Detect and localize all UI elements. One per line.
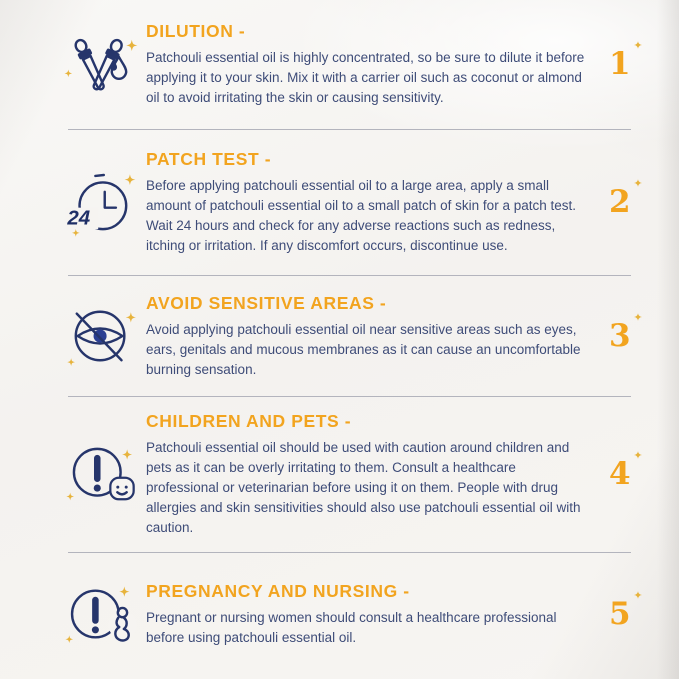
number-column	[591, 40, 679, 82]
section-body: Patchouli essential oil is highly concentrated, so be sure to dilute it before applying it to your skin. Mix it with a carrier oil such as coconut or almond oil to avoid irritating the skin or causing sensitivity.	[146, 50, 585, 105]
number-column	[591, 178, 679, 220]
icon-column	[56, 161, 146, 245]
section-avoid-sensitive-areas	[0, 276, 679, 396]
no-eye-icon	[59, 294, 143, 378]
step-number: 5	[609, 595, 631, 632]
sparkle-icon: ✦	[633, 178, 643, 190]
section-heading: PATCH TEST -	[146, 149, 272, 169]
sparkle-icon	[64, 69, 72, 77]
section-children-and-pets	[0, 397, 679, 552]
section-content	[146, 581, 591, 648]
number-column	[591, 450, 679, 492]
icon-column	[56, 433, 146, 517]
sparkle-icon	[122, 449, 132, 459]
section-content	[146, 411, 591, 538]
step-number: 1	[609, 46, 631, 82]
sparkle-icon	[119, 586, 129, 596]
dropper-icon	[59, 23, 143, 107]
sparkle-icon	[66, 492, 74, 500]
number-column	[591, 311, 679, 354]
sparkle-icon	[72, 229, 80, 237]
sparkle-icon	[65, 635, 73, 643]
icon-column	[56, 572, 146, 656]
sparkle-icon	[126, 312, 136, 322]
section-heading: AVOID SENSITIVE AREAS -	[146, 292, 387, 313]
sparkle-icon: ✦	[633, 589, 643, 602]
icon-column	[56, 23, 146, 107]
section-dilution	[0, 0, 679, 129]
sparkle-icon: ✦	[633, 40, 643, 52]
section-heading: CHILDREN AND PETS -	[146, 411, 352, 431]
section-body: Before applying patchouli essential oil to a large area, apply a small amount of patchouli essential oil to a small patch of skin for a patch test. Wait 24 hours and check for any adverse reactions such as redness, itching or irritation. If any discomfort occurs, discontinue use.	[146, 178, 576, 253]
sparkle-icon: ✦	[633, 311, 643, 324]
caution-pregnancy-icon	[59, 572, 143, 656]
step-number: 4	[609, 456, 631, 492]
section-content	[146, 293, 591, 380]
sparkle-icon	[125, 174, 136, 185]
step-number: 3	[609, 317, 631, 354]
section-body: Patchouli essential oil should be used with caution around children and pets as it can be overly irritating to them. Consult a healthcare professional or veterinarian before using it on them. People with drug allergies and skin sensitivities should also use patchouli essential oil with caution.	[146, 440, 581, 535]
clock-24-label: 24	[67, 205, 91, 229]
sparkle-icon: ✦	[633, 450, 643, 462]
section-pregnancy-and-nursing	[0, 553, 679, 675]
section-content	[146, 149, 591, 256]
step-number: 2	[609, 184, 631, 220]
icon-column	[56, 294, 146, 378]
number-column	[591, 589, 679, 632]
section-heading: PREGNANCY AND NURSING -	[146, 580, 410, 601]
section-heading: DILUTION -	[146, 21, 246, 41]
sparkle-icon	[126, 39, 137, 50]
caution-child-icon	[59, 433, 143, 517]
section-content	[146, 21, 591, 108]
section-body: Pregnant or nursing women should consult a healthcare professional before using patchouli essential oil.	[146, 609, 557, 645]
section-patch-test	[0, 130, 679, 275]
section-body: Avoid applying patchouli essential oil near sensitive areas such as eyes, ears, genitals and mucous membranes as it can cause an uncomfortable burning sensation.	[146, 321, 581, 377]
clock-24-icon	[59, 161, 143, 245]
sparkle-icon	[67, 358, 75, 366]
